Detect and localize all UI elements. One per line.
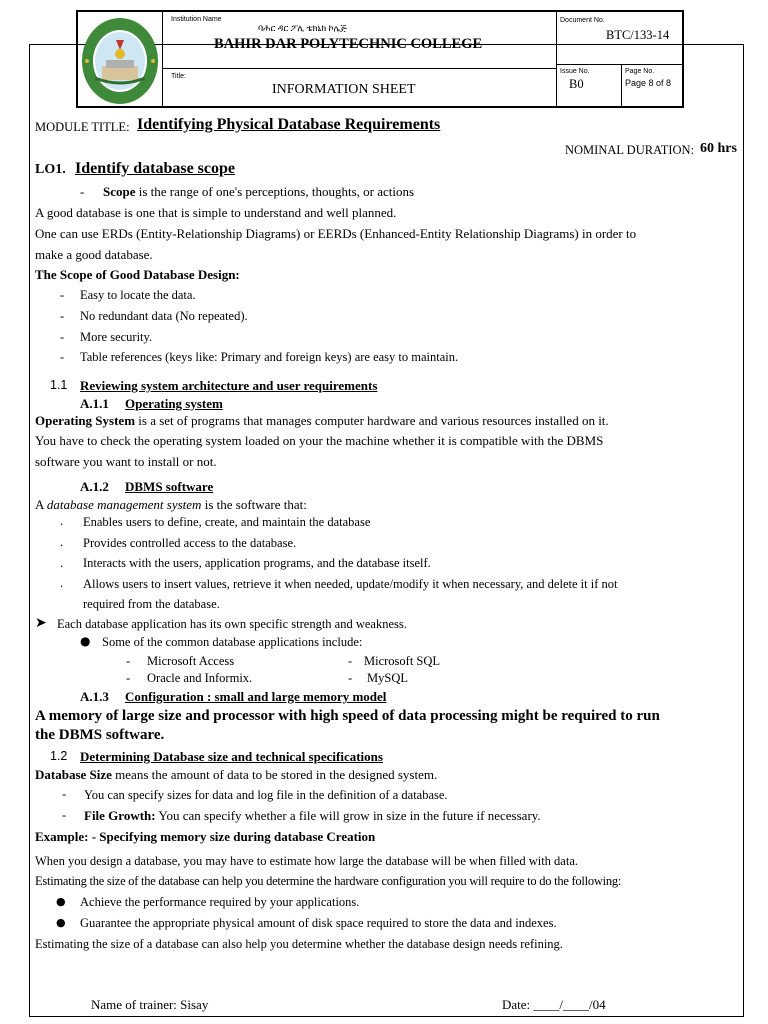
paragraph: Estimating the size of a database can also help you determine whether the database design needs refining. [35, 937, 563, 951]
list-dash: - [348, 654, 353, 668]
section-title: Determining Database size and technical specifications [80, 749, 383, 764]
lo1-title: Identify database scope [75, 160, 236, 177]
list-item: Easy to locate the data. [80, 288, 196, 302]
module-title-label: MODULE TITLE: [35, 120, 130, 134]
list-item: You can specify sizes for data and log file in the definition of a database. [84, 788, 448, 802]
nominal-duration-label: NOMINAL DURATION: [565, 143, 695, 157]
list-dash: - [62, 808, 67, 822]
memory-statement: the DBMS software. [35, 727, 165, 743]
list-item: Allows users to insert values, retrieve it when needed, update/modify it when necessary, and delete it if not [83, 577, 618, 591]
size-definition: Database Size means the amount of data to be stored in the designed system. [35, 767, 438, 782]
file-growth-item: File Growth: You can specify whether a file will grow in size in the future if necessary. [84, 808, 541, 823]
subsection-number: A.1.2 [80, 479, 109, 494]
scope-heading: The Scope of Good Database Design: [35, 267, 240, 282]
list-dash: - [62, 787, 67, 801]
example-heading: Example: - Specifying memory size during database Creation [35, 829, 376, 844]
list-dot: . [60, 514, 64, 528]
list-dash: - [60, 288, 65, 302]
college-logo [80, 16, 160, 106]
title-label: Title: [171, 73, 186, 80]
list-dash: - [60, 350, 65, 364]
paragraph: make a good database. [35, 247, 153, 262]
subsection-number: A.1.1 [80, 396, 109, 411]
document-no-label: Document No. [560, 17, 605, 24]
app-item: MySQL [367, 671, 408, 685]
paragraph: You have to check the operating system loaded on your the machine whether it is compatible with the DBMS [35, 433, 604, 448]
os-definition: Operating System is a set of programs that manages computer hardware and various resources installed on it. [35, 413, 609, 428]
paragraph: A good database is one that is simple to understand and well planned. [35, 205, 397, 220]
page-no: Page 8 of 8 [625, 78, 672, 88]
section-title: Reviewing system architecture and user requirements [80, 378, 378, 393]
subsection-title: Configuration : small and large memory model [125, 689, 387, 704]
memory-statement: A memory of large size and processor with high speed of data processing might be required to run [35, 708, 660, 724]
arrow-bullet-icon: ➤ [35, 615, 47, 631]
paragraph: Estimating the size of the database can help you determine the hardware configuration you will require to do the following: [35, 874, 622, 888]
list-item: Provides controlled access to the database. [83, 536, 297, 550]
college-name: BAHIR DAR POLYTECHNIC COLLEGE [214, 36, 483, 52]
list-item: Some of the common database applications include: [102, 635, 363, 649]
list-item: Enables users to define, create, and maintain the database [83, 515, 371, 529]
app-item: Microsoft Access [147, 654, 235, 668]
amharic-college-name: ባሕር ዳር ፖሊ ቴክኒክ ኮሌጅ [258, 23, 347, 33]
list-item: No redundant data (No repeated). [80, 309, 248, 323]
trainer-name: Name of trainer: Sisay [91, 997, 209, 1012]
sheet-title: INFORMATION SHEET [272, 82, 416, 97]
lo1-number: LO1. [35, 162, 66, 177]
page-no-label: Page No. [625, 68, 655, 75]
arrow-bullet-text: Each database application has its own specific strength and weakness. [57, 617, 407, 631]
paragraph: When you design a database, you may have to estimate how large the database will be when filled with data. [35, 854, 578, 868]
bullet-icon: ● [80, 634, 91, 648]
institution-label: Institution Name [171, 16, 222, 23]
document-header [76, 10, 684, 108]
list-dot: . [60, 556, 64, 570]
list-item-continuation: required from the database. [83, 597, 220, 611]
app-item: Oracle and Informix. [147, 671, 253, 685]
scope-dash: - [80, 184, 85, 199]
list-item: More security. [80, 330, 153, 344]
section-number: 1.2 [50, 749, 68, 763]
list-dash: - [348, 671, 353, 685]
nominal-duration: 60 hrs [700, 141, 737, 156]
list-item: Interacts with the users, application programs, and the database itself. [83, 556, 431, 570]
list-item: Guarantee the appropriate physical amount of disk space required to store the data and indexes. [80, 916, 557, 930]
section-number: 1.1 [50, 378, 68, 392]
issue-no: B0 [569, 77, 584, 91]
list-dash: - [60, 309, 65, 323]
list-dash: - [126, 671, 131, 685]
list-dot: . [60, 576, 64, 590]
paragraph: One can use ERDs (Entity-Relationship Diagrams) or EERDs (Enhanced-Entity Relationship Diagrams) in order to [35, 226, 637, 241]
list-dash: - [126, 654, 131, 668]
bullet-icon: ● [56, 916, 66, 929]
subsection-title: DBMS software [125, 479, 214, 494]
document-no: BTC/133-14 [606, 28, 670, 42]
module-title: Identifying Physical Database Requirements [137, 116, 441, 133]
scope-definition: Scope is the range of one's perceptions, thoughts, or actions [103, 184, 415, 199]
subsection-number: A.1.3 [80, 689, 109, 704]
bullet-icon: ● [56, 895, 66, 908]
list-item: Table references (keys like: Primary and foreign keys) are easy to maintain. [80, 350, 459, 364]
date-field: Date: ____/____/04 [502, 997, 606, 1012]
list-dash: - [60, 330, 65, 344]
app-item: Microsoft SQL [364, 654, 441, 668]
dbms-definition: A database management system is the software that: [35, 497, 307, 512]
paragraph: software you want to install or not. [35, 454, 217, 469]
list-item: Achieve the performance required by your applications. [80, 895, 360, 909]
issue-no-label: Issue No. [560, 68, 590, 75]
list-dot: . [60, 535, 64, 549]
subsection-title: Operating system [125, 396, 223, 411]
